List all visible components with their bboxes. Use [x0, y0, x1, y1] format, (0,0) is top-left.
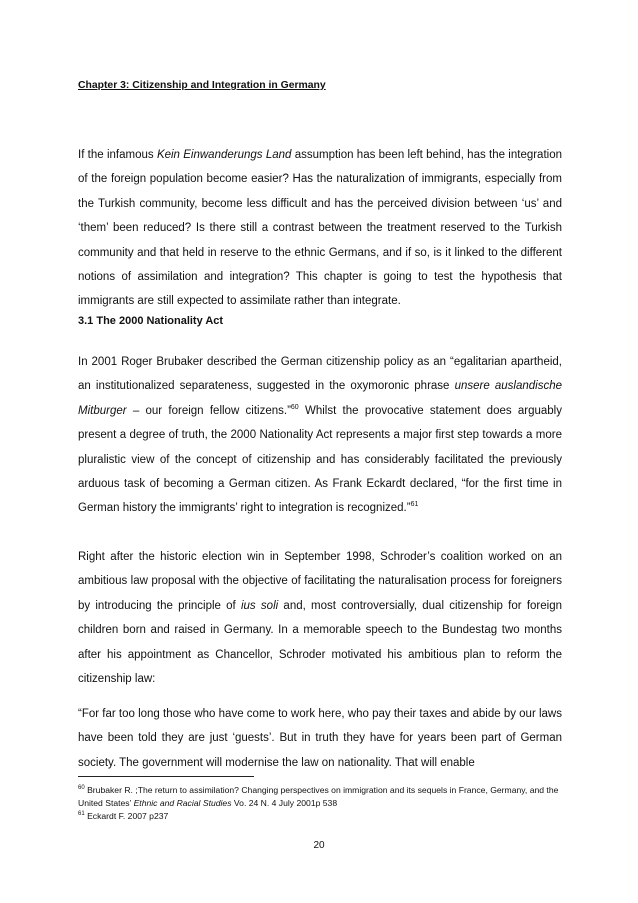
footnote-number-60: 60	[78, 785, 85, 792]
body-paragraph-1	[78, 350, 562, 521]
footnote-60-journal: Ethnic and Racial Studies	[133, 798, 232, 808]
footnote-ref-60[interactable]: 60	[290, 403, 299, 411]
footnote-number-61: 61	[78, 811, 85, 818]
section-heading: 3.1 The 2000 Nationality Act	[78, 315, 224, 327]
para2-italic-phrase: ius soli	[240, 599, 279, 612]
para1-text-2: – our foreign fellow citizens.”	[126, 404, 291, 417]
footnote-divider	[78, 776, 254, 777]
body-paragraph-2	[78, 545, 562, 691]
footnote-60-text-2: Vo. 24 N. 4 July 2001p 538	[231, 798, 338, 808]
quote-text: “For far too long those who have come to work here, who pay their taxes and abide by our laws have been told they are just ‘guests’. But in truth they have for years been part of German society. The government will modernise the law on nationality. That will enable	[78, 708, 562, 769]
footnotes	[78, 784, 562, 823]
quote-paragraph	[78, 702, 562, 775]
footnote-60-text-1: Brubaker R. ;The return to assimilation? Changing perspectives on immigration and its sequels in France, Germany, and the United States’	[78, 785, 559, 808]
para2-text-1: Right after the historic election win in September 1998, Schroder’s coalition worked on an ambitious law proposal with the objective of facilitating the naturalisation process for foreigners by introducing the principle of	[78, 551, 562, 612]
footnote-ref-61[interactable]: 61	[410, 501, 419, 509]
intro-paragraph	[78, 143, 562, 314]
chapter-title: Chapter 3: Citizenship and Integration in Germany	[78, 80, 326, 91]
para1-italic-phrase: unsere auslandische Mitburger	[78, 380, 562, 417]
page-number: 20	[313, 840, 325, 851]
para1-text-1: In 2001 Roger Brubaker described the German citizenship policy as an “egalitarian apartheid, an institutionalized separateness, suggested in the oxymoronic phrase	[78, 356, 562, 393]
para2-text-2: and, most controversially, dual citizenship for foreign children born and raised in Germany. In a memorable speech to the Bundestag two months after his appointment as Chancellor, Schroder motivated his ambitious plan to reform the citizenship law:	[78, 599, 562, 686]
intro-text-2: assumption has been left behind, has the integration of the foreign population become easier? Has the naturalization of immigrants, especially from the Turkish community, become less difficult and has the perceived division between ‘us’ and ‘them’ been reduced? Is there still a contrast between the treatment reserved to the Turkish community and that held in reserve to the ethnic Germans, and if so, is it linked to the different notions of assimilation and integration? This chapter is going to test the hypothesis that immigrants are still expected to assimilate rather than integrate.	[78, 149, 562, 308]
footnote-61-text: Eckardt F. 2007 p237	[84, 811, 169, 821]
para1-text-3: Whilst the provocative statement does arguably present a degree of truth, the 2000 Nationality Act represents a major first step towards a more pluralistic view of the concept of citizenship and has considerably facilitated the previously arduous task of becoming a German citizen. As Frank Eckardt declared, “for the first time in German history the immigrants’ right to integration is recognized.”	[78, 404, 562, 515]
intro-italic-phrase: Kein Einwanderungs Land	[156, 149, 292, 161]
footnote-60	[78, 784, 562, 810]
intro-text-1: If the infamous	[78, 149, 157, 161]
footnote-61	[78, 810, 562, 823]
